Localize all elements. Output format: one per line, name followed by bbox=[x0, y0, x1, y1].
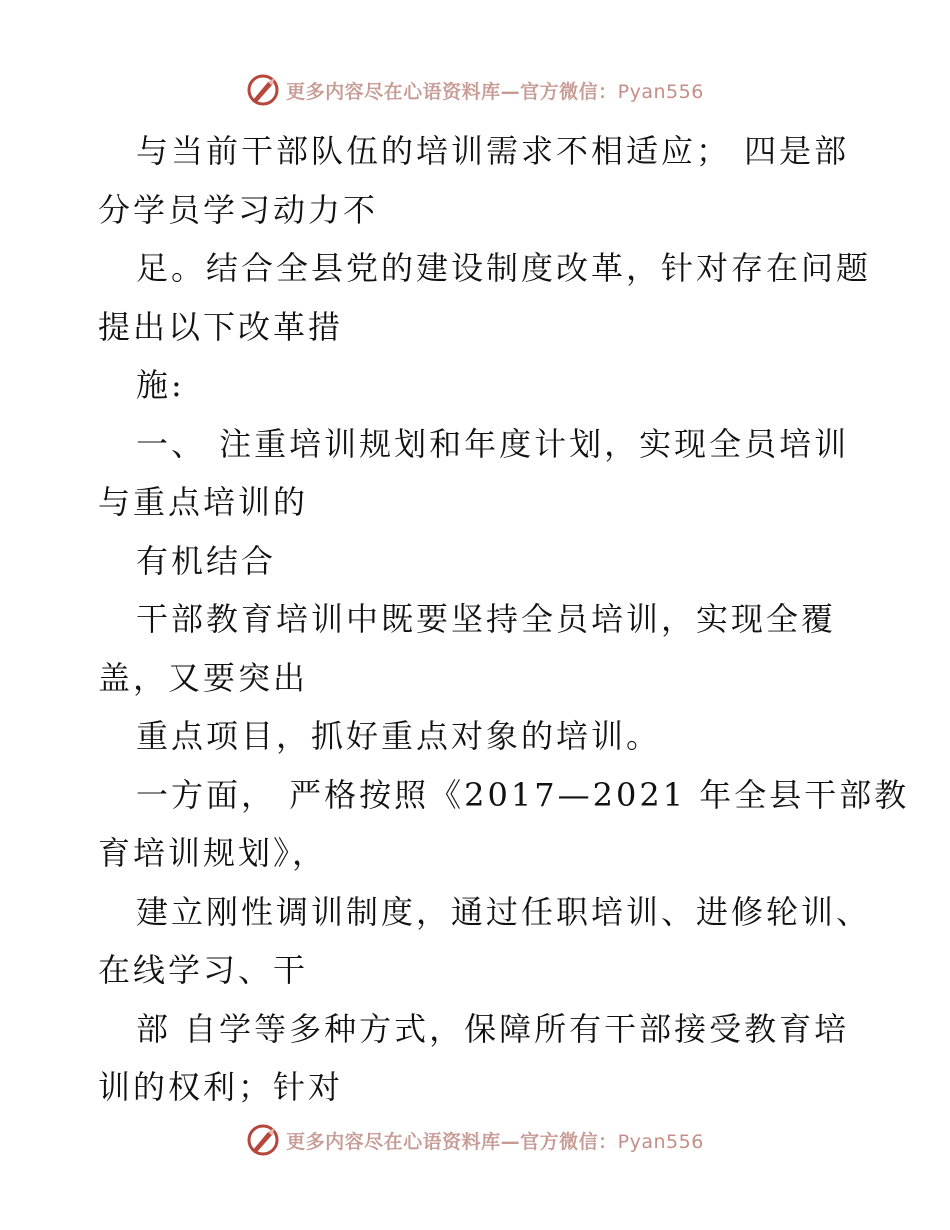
watermark-wechat-id: Pyan556 bbox=[617, 80, 704, 103]
watermark-text: 更多内容尽在心语资料库—官方微信：Pyan556 bbox=[286, 1130, 704, 1153]
text-line: 训的权利；针对 bbox=[98, 1068, 344, 1106]
text-line: 提出以下改革措 bbox=[98, 307, 344, 346]
text-line: 育培训规划》， bbox=[98, 834, 328, 872]
quill-pen-logo-icon bbox=[246, 1123, 280, 1157]
text-line: 盖，又要突出 bbox=[98, 658, 309, 697]
text-line: 与当前干部队伍的培训需求不相适应； 四是部 bbox=[136, 132, 850, 170]
text-line: 与重点培训的 bbox=[98, 483, 309, 521]
quill-pen-logo-icon bbox=[246, 73, 280, 107]
text-line: 施: bbox=[136, 366, 185, 404]
header-watermark bbox=[0, 70, 950, 110]
text-line: 干部教育培训中既要坚持全员培训，实现全覆 bbox=[136, 600, 837, 638]
text-line: 在线学习、干 bbox=[98, 951, 309, 989]
watermark-wechat-id: Pyan556 bbox=[617, 1130, 704, 1153]
watermark-text: 更多内容尽在心语资料库—官方微信：Pyan556 bbox=[286, 80, 704, 103]
text-line: 分学员学习动力不 bbox=[98, 190, 379, 229]
text-line: 建立刚性调训制度，通过任职培训、进修轮训、 bbox=[136, 892, 872, 931]
text-line: 一、 注重培训规划和年度计划，实现全员培训 bbox=[136, 424, 850, 463]
footer-watermark bbox=[0, 1120, 950, 1160]
text-line: 足。结合全县党的建设制度改革，针对存在问题 bbox=[136, 249, 872, 287]
text-line: 有机结合 bbox=[136, 541, 277, 580]
text-line: 部 自学等多种方式，保障所有干部接受教育培 bbox=[136, 1009, 850, 1048]
text-line: 重点项目，抓好重点对象的培训。 bbox=[136, 717, 662, 755]
text-line: 一方面， 严格按照《2017—2021 年全县干部教 bbox=[136, 775, 910, 814]
document-body bbox=[98, 122, 910, 1117]
